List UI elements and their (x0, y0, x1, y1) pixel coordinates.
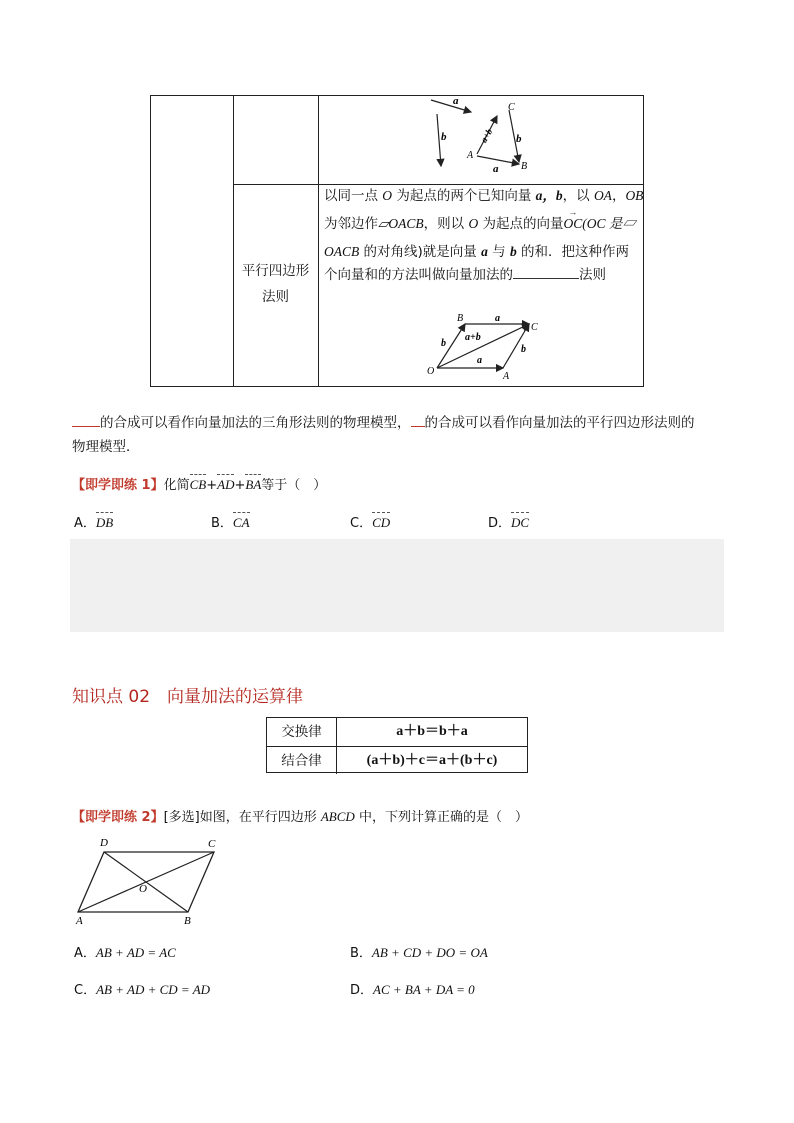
fill-blank-red[interactable] (411, 413, 425, 427)
parallelogram-abcd-figure (72, 834, 232, 928)
label-point-b: B (457, 313, 464, 324)
section-heading: 知识点 02 向量加法的运算律 (72, 687, 304, 707)
text-span: ， (611, 188, 626, 204)
label-diagonal: a+b (465, 332, 481, 343)
option-expr: AC + BA + DA = 0 (373, 982, 475, 997)
text-span: (OC 是▱ (582, 216, 636, 231)
text-span: 化简 (163, 478, 190, 493)
text-span: 中，下列计算正确的是（ ） (354, 810, 528, 825)
physics-note-line: 物理模型． (72, 439, 140, 455)
rule-text-line (324, 240, 642, 264)
diagonal-bd (104, 852, 188, 912)
text-span: ，则以 (423, 216, 469, 232)
option-letter: C． (350, 516, 373, 531)
text-span: 为起点的两个已知向量 (392, 188, 536, 204)
vector-oc: → OC (563, 212, 582, 235)
practice2-option-a[interactable] (74, 942, 176, 961)
label-top-a: a (495, 313, 500, 324)
option-value: DC (511, 515, 530, 530)
option-letter: D． (488, 516, 512, 531)
table-divider (233, 96, 234, 386)
text-span: 法则 (579, 267, 606, 283)
parallelogram-rule-figure (423, 312, 553, 382)
rule-name-line: 平行四边形 (241, 263, 310, 279)
table-divider (318, 96, 319, 386)
triangle-rule-figure (421, 96, 551, 184)
option-letter: A． (74, 946, 96, 961)
label-bottom-a: a (493, 163, 499, 175)
fill-blank-red[interactable] (72, 413, 100, 427)
text-span: 以同一点 (324, 188, 383, 204)
vector-ba: BA (245, 477, 262, 492)
option-value: DB (95, 515, 114, 530)
label-right-b: b (521, 344, 526, 355)
label-point-c: C (531, 322, 538, 333)
option-letter: A． (74, 516, 96, 531)
label-point-d: D (100, 837, 108, 849)
physics-note (72, 411, 732, 459)
addition-laws-table (266, 717, 528, 773)
option-expr: AB + AD = AC (95, 945, 176, 960)
text-span: O (468, 216, 479, 231)
option-letter: B． (350, 946, 372, 961)
practice1-option-c[interactable] (350, 512, 390, 531)
option-value: CA (232, 515, 250, 530)
text-span: 的对角线)就是向量 (359, 244, 482, 260)
text-span: ，以 (562, 188, 594, 204)
text-span: OA (593, 188, 612, 203)
text-span: 等于（ ） (261, 478, 327, 493)
table-row (267, 746, 527, 774)
option-letter: C． (74, 983, 97, 998)
physics-note-line (72, 411, 732, 435)
practice2-option-b[interactable] (350, 942, 488, 961)
law-name: 结合律 (281, 753, 322, 769)
label-point-c: C (508, 102, 515, 113)
vector-ad: AD (217, 477, 235, 492)
label-point-a: A (503, 371, 510, 382)
vector-a-arrow (431, 100, 471, 112)
label-point-a: A (467, 150, 474, 161)
label-sum: a+b (478, 126, 495, 145)
label-point-o: O (427, 366, 435, 377)
text-span: OACB (324, 244, 360, 259)
text-span: 个向量和的方法叫做向量加法的 (324, 267, 513, 283)
text-span: 为邻边作 (324, 216, 378, 232)
label-bottom-a: a (477, 355, 482, 366)
label-right-b: b (516, 133, 522, 145)
label-b: b (441, 131, 447, 143)
text-span: [多选]如图，在平行四边形 (163, 810, 321, 825)
fill-blank[interactable] (513, 265, 579, 279)
text-span: 的和．把这种作两 (516, 244, 629, 260)
rule-name-line: 法则 (262, 289, 289, 305)
rule-text-line (324, 212, 642, 236)
text-span: ▱OACB (378, 216, 424, 231)
practice1-question (72, 474, 326, 493)
text-span: a (481, 244, 488, 259)
label-a: a (453, 96, 459, 107)
law-name: 交换律 (281, 724, 322, 740)
text-span: OB (625, 188, 644, 203)
practice1-option-a[interactable] (74, 512, 113, 531)
option-expr: AB + AD + CD = AD (96, 982, 211, 997)
label-point-a: A (76, 915, 83, 927)
text-span: 的合成可以看作向量加法的三角形法则的物理模型， (100, 415, 411, 431)
practice1-option-b[interactable] (211, 512, 250, 531)
option-letter: B． (211, 516, 233, 531)
rule-text-line (324, 264, 642, 287)
option-letter: D． (350, 983, 374, 998)
text-span: O (382, 188, 393, 203)
text-span: a，b (535, 188, 563, 203)
practice-tag: 【即学即练 1】 (72, 478, 164, 493)
rule-text-line (324, 184, 642, 208)
text-span: b (509, 244, 517, 259)
label-point-b: B (184, 915, 191, 927)
label-left-b: b (441, 338, 446, 349)
table-row (267, 718, 527, 746)
parallelogram-rule-text (324, 184, 642, 287)
answer-area (70, 539, 724, 632)
text-span: + (234, 478, 246, 493)
practice1-option-d[interactable] (488, 512, 529, 531)
option-expr: AB + CD + DO = OA (371, 945, 488, 960)
text-span: 与 (487, 244, 510, 260)
text-span: 的合成可以看作向量加法的平行四边形法则的 (424, 415, 695, 431)
practice2-option-d[interactable] (350, 979, 475, 998)
practice2-option-c[interactable] (74, 979, 210, 998)
option-value: CD (372, 515, 391, 530)
vector-rules-table (150, 95, 644, 387)
label-point-o: O (139, 883, 147, 895)
label-point-b: B (521, 161, 528, 172)
text-span: 为起点的向量 (478, 216, 564, 232)
text-span: + (206, 478, 218, 493)
rule-name-parallelogram (233, 258, 318, 310)
text-span: ABCD (320, 809, 355, 824)
law-formula: a＋b＝b＋a (336, 718, 527, 746)
law-formula: (a＋b)＋c＝a＋(b＋c) (336, 747, 527, 774)
practice2-question (72, 806, 528, 825)
vector-cb: CB (189, 477, 207, 492)
label-point-c: C (208, 838, 216, 850)
practice-tag: 【即学即练 2】 (72, 810, 164, 825)
